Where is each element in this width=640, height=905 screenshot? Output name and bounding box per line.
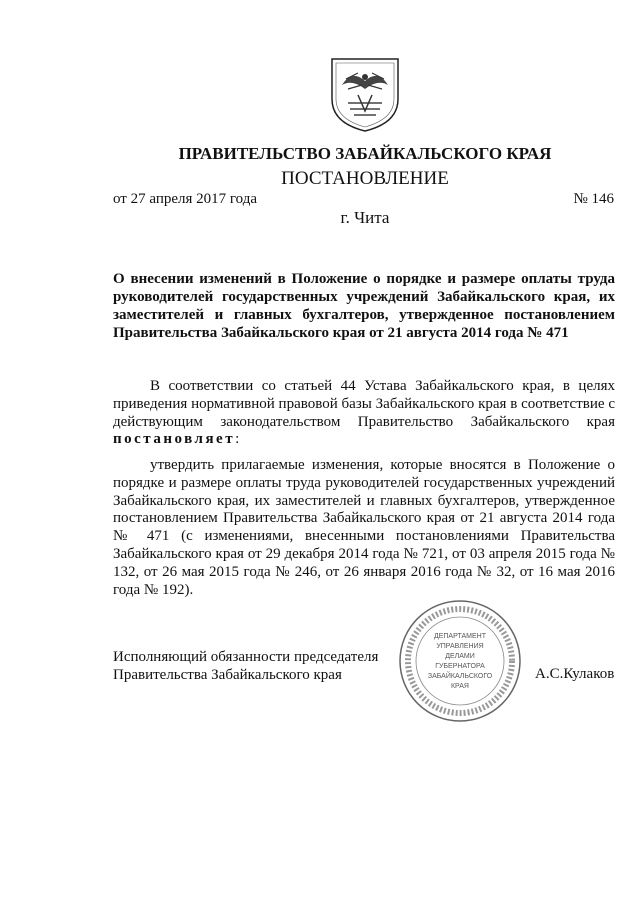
svg-text:УПРАВЛЕНИЯ: УПРАВЛЕНИЯ xyxy=(436,643,484,650)
preamble-paragraph xyxy=(113,378,615,449)
resolution-text: утвердить прилагаемые изменения, которые вносятся в Положение о порядке и размере оплаты труда руководителей государственных учреждений Забайкальского края, их заместителей и главных бухгалтеров, утвержденное постановлением Правительства Забайкальского края от 21 августа 2014 года № 471 (с изменениями, внесенными постановлениями Правительства Забайкальского края от 29 декабря 2014 года № 721, от 03 апреля 2015 года № 132, от 26 мая 2015 года № 246, от 26 января 2016 года № 32, от 16 мая 2016 года № 192). xyxy=(113,457,615,598)
svg-text:ДЕПАРТАМЕНТ: ДЕПАРТАМЕНТ xyxy=(433,633,487,640)
position-line-1: Исполняющий обязанности председателя xyxy=(113,649,379,665)
preamble-text: В соответствии со статьей 44 Устава Забайкальского края, в целях приведения нормативной правовой базы Забайкальского края в соответствие с действующим законодательством Правительство Забайкальского края xyxy=(113,378,615,430)
government-title: ПРАВИТЕЛЬСТВО ЗАБАЙКАЛЬСКОГО КРАЯ xyxy=(178,144,552,163)
document-number: № 146 xyxy=(573,191,614,207)
document-heading: О внесении изменений в Положение о порядке и размере оплаты труда руководителей государственных учреждений Забайкальского края, их заместителей и главных бухгалтеров, утвержденное постановлением Правительства Забайкальского края от 21 августа 2014 года № 471 xyxy=(113,271,615,341)
resolves-word: постановляет xyxy=(113,431,236,448)
svg-text:КРАЯ: КРАЯ xyxy=(450,683,470,690)
coat-of-arms-emblem xyxy=(328,55,402,133)
position-line-2: Правительства Забайкальского края xyxy=(113,667,342,683)
official-stamp xyxy=(395,598,525,724)
signatory-name: А.С.Кулаков xyxy=(535,666,615,682)
colon: : xyxy=(235,431,240,448)
document-type: ПОСТАНОВЛЕНИЕ xyxy=(281,168,449,189)
svg-text:ДЕЛАМИ: ДЕЛАМИ xyxy=(445,653,475,660)
svg-text:ГУБЕРНАТОРА: ГУБЕРНАТОРА xyxy=(435,663,485,670)
signatory-position xyxy=(113,648,378,684)
document-city: г. Чита xyxy=(340,208,390,227)
resolution-paragraph xyxy=(113,457,615,599)
svg-text:ЗАБАЙКАЛЬСКОГО: ЗАБАЙКАЛЬСКОГО xyxy=(427,673,493,680)
document-date: от 27 апреля 2017 года xyxy=(113,191,258,207)
